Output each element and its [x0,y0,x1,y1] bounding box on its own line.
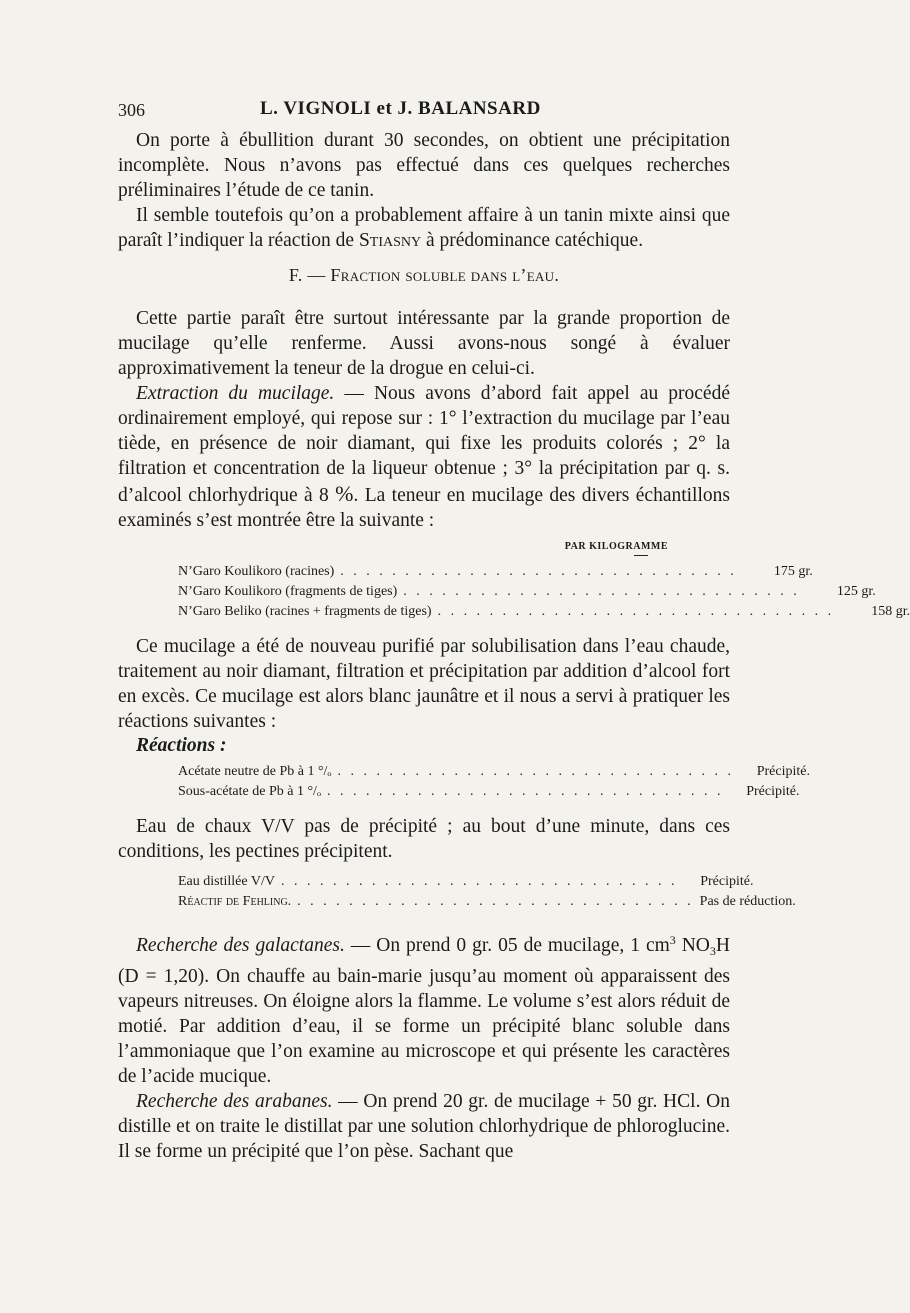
paragraph-5: Ce mucilage a été de nouveau purifié par solubilisation dans l’eau chaude, traitement au noir diamant, filtration et précipitation par addition d’alcool fort en excès. Ce mucilage est alors blanc jaunâtre et il nous a servi à pratiquer les réactions suivantes : [118,636,730,732]
running-head: L. VIGNOLI et J. BALANSARD [260,98,541,119]
row-label: N’Garo Beliko (racines + fragments de tiges) [178,604,432,619]
reactions-table [178,762,810,802]
paragraph-2: Il semble toutefois qu’on a probablement affaire à un tanin mixte ainsi que paraît l’indiquer la réaction de Stiasny à prédominance catéchique. [118,205,730,251]
table-row [178,892,796,912]
row-label: N’Garo Koulikoro (racines) [178,564,335,579]
row-label: Réactif de Fehling. [178,894,292,909]
mucilage-table [178,541,910,622]
book-page [118,98,910,1164]
paragraph-1: On porte à ébullition durant 30 secondes, on obtient une précipitation incomplète. Nous n’avons pas effectué dans ces quelques recherches préliminaires l’étude de ce tanin. [118,130,730,201]
row-value: Pas de réduction. [699,894,796,909]
row-value: Précipité. [746,784,800,799]
row-label: N’Garo Koulikoro (fragments de tiges) [178,584,398,599]
row-value: 175 gr. [773,564,813,579]
table-row [178,782,800,802]
table-column-header: PAR KILOGRAMME [178,541,668,556]
row-label: Acétate neutre de Pb à 1 °/ₒ [178,764,332,779]
leader-dots: . . . . . . . . . . . . . . . . . . . . . . . . . . . . . . . [403,584,800,599]
paragraph-6: Eau de chaux V/V pas de précipité ; au bout d’une minute, dans ces conditions, les pectines précipitent. [118,816,730,862]
paragraph-label: Recherche des arabanes. [136,1091,333,1112]
page-header [118,98,730,128]
section-title: F. — Fraction soluble dans l’eau. [288,265,560,285]
row-value: Précipité. [700,874,754,889]
table-row [178,872,754,892]
divider [634,555,648,556]
table-row [178,582,876,602]
leader-dots: . . . . . . . . . . . . . . . . . . . . . . . . . . . . . . . [280,874,678,889]
paragraph-3: Cette partie paraît être surtout intéressante par la grande proportion de mucilage qu’elle renferme. Aussi avons-nous songé à évaluer approximativement la teneur de la drogue en celui-ci. [118,308,730,379]
paragraph-4: Extraction du mucilage. — Nous avons d’abord fait appel au procédé ordinairement employé, qui repose sur : 1° l’extraction du mucilage par l’eau tiède, en présence de noir diamant, qui fixe les produits colorés ; 2° la filtration et concentration de la liqueur obtenue ; 3° la précipitation par q. s. d’alcool chlorhydrique à 8 %. La teneur en mucilage des divers échantillons examinés s’est montrée être la suivante : [118,383,730,531]
leader-dots: . . . . . . . . . . . . . . . . . . . . . . . . . . . . . . . [297,894,694,909]
table-row [178,562,813,582]
leader-dots: . . . . . . . . . . . . . . . . . . . . . . . . . . . . . . . [340,564,737,579]
row-value: 158 gr. [871,604,910,619]
table-row [178,602,910,622]
leader-dots: . . . . . . . . . . . . . . . . . . . . . . . . . . . . . . . [326,784,724,799]
leader-dots: . . . . . . . . . . . . . . . . . . . . . . . . . . . . . . . [337,764,734,779]
row-value: Précipité. [756,764,810,779]
author-name: Stiasny [358,230,422,251]
paragraph-7: Recherche des galactanes. — On prend 0 gr. 05 de mucilage, 1 $cm^3$ $NO_3H$ (D = 1,20). On chauffe au bain-marie jusqu’au moment où apparaissent des vapeurs nitreuses. On éloigne alors la flamme. Le volume s’est alors réduit de motié. Par addition d’eau, il se forme un précipité blanc soluble dans l’ammoniaque que l’on examine au microscope et qui présente les caractères de l’acide mucique. [118,933,730,1087]
row-label: Eau distillée V/V [178,874,275,889]
paragraph-label: Recherche des galactanes. [136,935,345,956]
page-number: 306 [118,100,145,120]
leader-dots: . . . . . . . . . . . . . . . . . . . . . . . . . . . . . . . [437,604,835,619]
row-value: 125 gr. [836,584,876,599]
row-label: Sous-acétate de Pb à 1 °/ₒ [178,784,321,799]
water-table [178,872,796,912]
paragraph-label: Extraction du mucilage. [136,383,335,404]
reactions-heading: Réactions : [136,735,227,756]
paragraph-8: Recherche des arabanes. — On prend 20 gr. de mucilage + 50 gr. HCl. On distille et on traite le distillat par une solution chlorhydrique de phloroglucine. Il se forme un précipité que l’on pèse. Sachant que [118,1091,730,1162]
table-row [178,762,810,782]
